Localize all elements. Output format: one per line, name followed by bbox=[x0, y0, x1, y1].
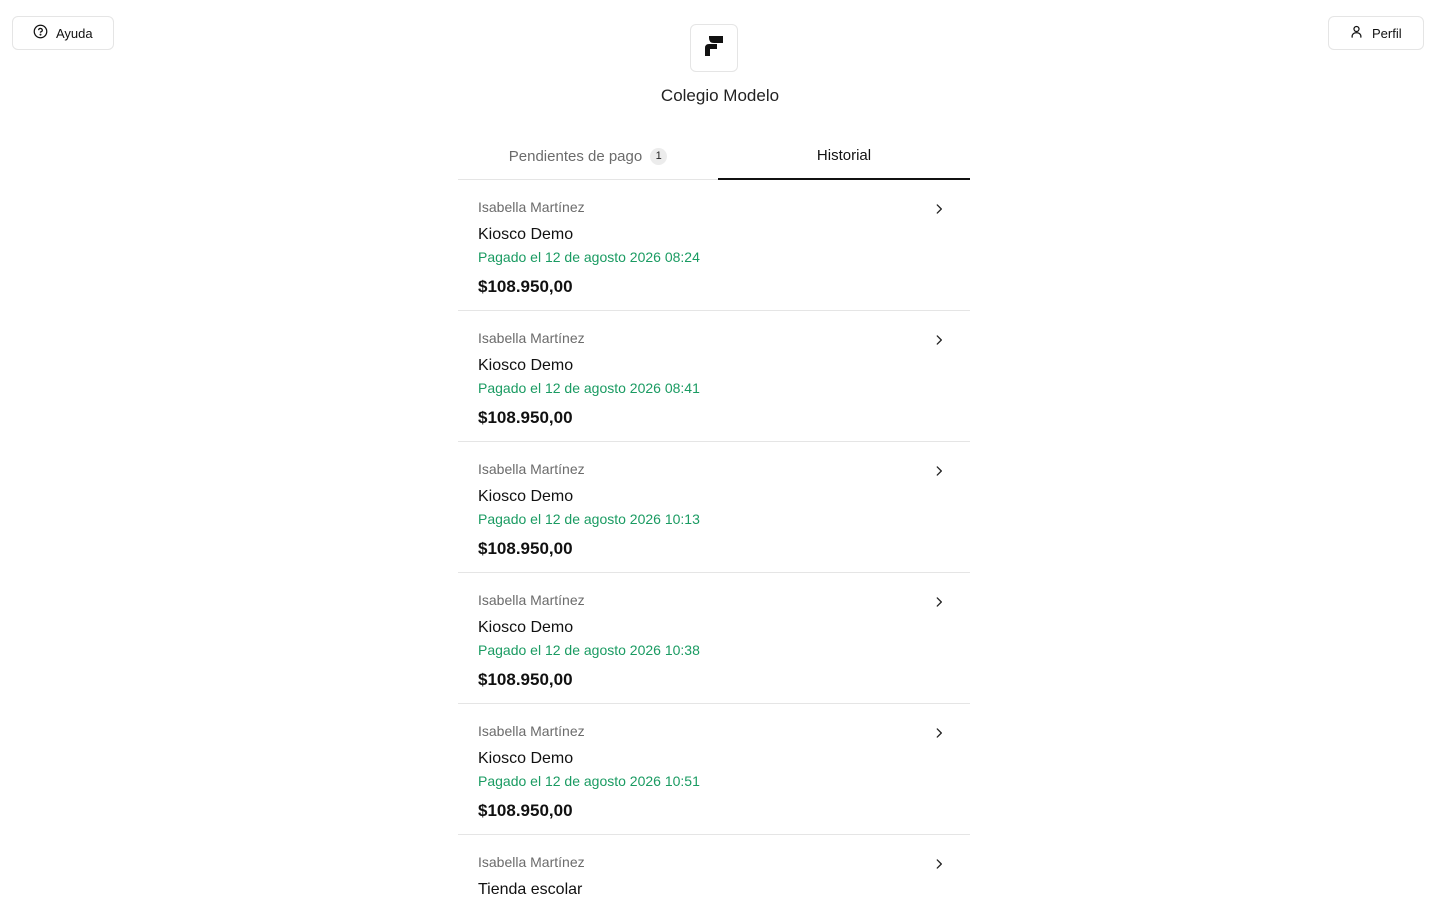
history-item[interactable] bbox=[458, 573, 970, 704]
payment-amount: $108.950,00 bbox=[478, 670, 573, 689]
tabs bbox=[458, 132, 970, 180]
history-item[interactable] bbox=[458, 835, 970, 900]
user-icon bbox=[1349, 24, 1364, 42]
payment-status: Pagado el 12 de agosto 2026 10:51 bbox=[478, 773, 700, 789]
chevron-right-icon bbox=[932, 857, 946, 871]
chevron-right-icon bbox=[932, 202, 946, 216]
payment-history-list bbox=[458, 180, 970, 900]
payment-status: Pagado el 12 de agosto 2026 08:41 bbox=[478, 380, 700, 396]
merchant-name: Kiosco Demo bbox=[478, 226, 574, 243]
payment-amount: $108.950,00 bbox=[478, 277, 573, 296]
chevron-right-icon bbox=[932, 595, 946, 609]
merchant-name: Kiosco Demo bbox=[478, 488, 574, 505]
tab-pending-payments[interactable] bbox=[458, 132, 718, 180]
profile-button-label: Perfil bbox=[1372, 25, 1402, 41]
student-name: Isabella Martínez bbox=[478, 592, 585, 608]
payment-amount: $108.950,00 bbox=[478, 539, 573, 558]
chevron-right-icon bbox=[932, 464, 946, 478]
chevron-right-icon bbox=[932, 726, 946, 740]
school-name: Colegio Modelo bbox=[660, 86, 780, 105]
help-button[interactable] bbox=[12, 16, 114, 50]
merchant-name: Tienda escolar bbox=[478, 881, 583, 898]
history-item[interactable] bbox=[458, 180, 970, 311]
payment-status: Pagado el 12 de agosto 2026 10:38 bbox=[478, 642, 700, 658]
brand-logo bbox=[690, 24, 738, 72]
student-name: Isabella Martínez bbox=[478, 199, 585, 215]
payment-status: Pagado el 12 de agosto 2026 10:13 bbox=[478, 511, 700, 527]
student-name: Isabella Martínez bbox=[478, 854, 585, 870]
chevron-right-icon bbox=[932, 333, 946, 347]
pending-count-badge: 1 bbox=[650, 148, 667, 165]
history-item[interactable] bbox=[458, 442, 970, 573]
student-name: Isabella Martínez bbox=[478, 723, 585, 739]
tab-history[interactable] bbox=[718, 132, 970, 180]
history-item[interactable] bbox=[458, 704, 970, 835]
merchant-name: Kiosco Demo bbox=[478, 357, 574, 374]
tab-pending-label: Pendientes de pago bbox=[508, 147, 643, 165]
history-item[interactable] bbox=[458, 311, 970, 442]
payment-amount: $108.950,00 bbox=[478, 801, 573, 820]
brand-logo-icon bbox=[705, 36, 723, 61]
profile-button[interactable] bbox=[1328, 16, 1424, 50]
student-name: Isabella Martínez bbox=[478, 330, 585, 346]
help-circle-icon bbox=[33, 24, 48, 42]
payment-status: Pagado el 12 de agosto 2026 08:24 bbox=[478, 249, 700, 265]
merchant-name: Kiosco Demo bbox=[478, 619, 574, 636]
payment-amount: $108.950,00 bbox=[478, 408, 573, 427]
student-name: Isabella Martínez bbox=[478, 461, 585, 477]
merchant-name: Kiosco Demo bbox=[478, 750, 574, 767]
help-button-label: Ayuda bbox=[56, 25, 93, 41]
tab-history-label: Historial bbox=[816, 146, 872, 164]
